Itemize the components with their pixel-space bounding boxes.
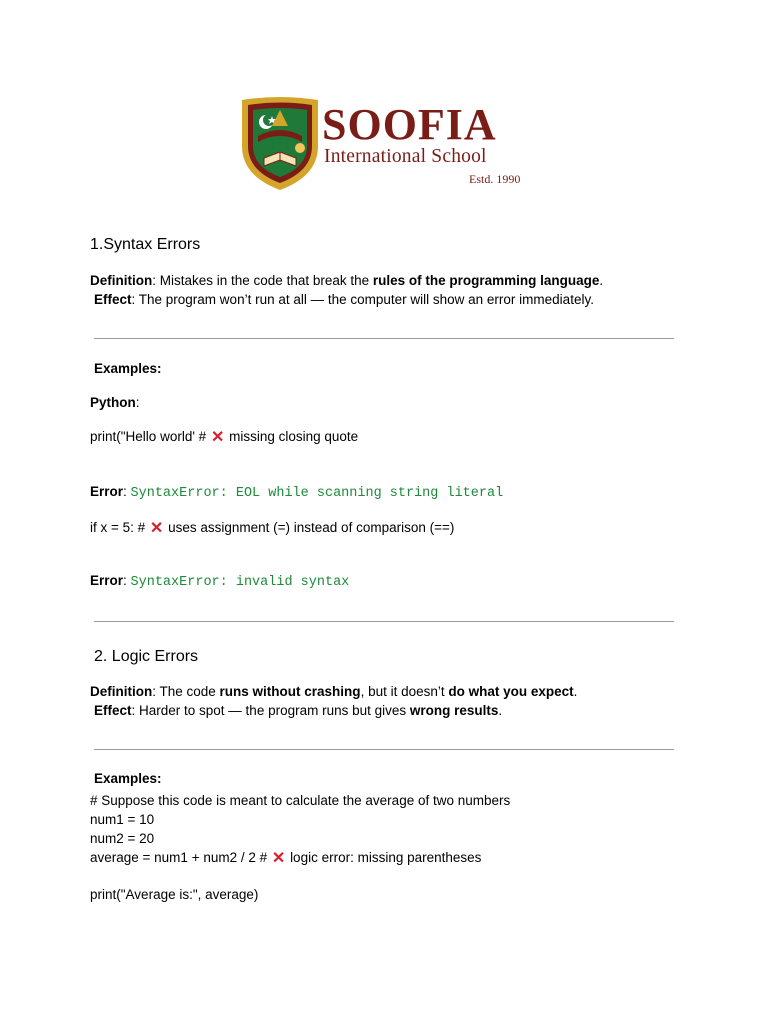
section2-heading: 2. Logic Errors <box>94 648 199 665</box>
error-label: Error <box>90 484 124 499</box>
code-line: num1 = 10 <box>90 812 155 827</box>
code-text: average = num1 + num2 / 2 # <box>90 850 268 865</box>
effect-text: : The program won’t run at all — the computer will show an error immediately. <box>131 292 594 307</box>
cross-mark-icon: ✕ <box>271 850 286 867</box>
definition-text: : Mistakes in the code that break the <box>152 273 373 288</box>
python-label: Python <box>90 395 136 410</box>
examples-label: Examples: <box>94 771 162 786</box>
syntax-error-1 <box>90 483 503 503</box>
section1-effect <box>94 291 594 309</box>
definition-end: . <box>599 273 604 288</box>
effect-label: Effect <box>94 703 132 718</box>
school-logo <box>240 96 540 192</box>
language-colon: : <box>135 395 140 410</box>
effect-end: . <box>498 703 503 718</box>
example-comment: missing closing quote <box>229 429 359 444</box>
example-code: if x = 5: # <box>90 520 146 535</box>
definition-text: , but it doesn’t <box>360 684 449 699</box>
section1-examples-label <box>94 360 162 378</box>
divider <box>94 749 674 750</box>
cross-mark-icon: ✕ <box>210 429 225 446</box>
error-message: SyntaxError: invalid syntax <box>130 575 350 590</box>
definition-bold: rules of the programming language <box>372 273 600 288</box>
language-label <box>90 394 140 412</box>
effect-label: Effect <box>94 292 132 307</box>
effect-bold: wrong results <box>409 703 499 718</box>
error-label: Error <box>90 573 124 588</box>
code-comment: logic error: missing parentheses <box>290 850 482 865</box>
definition-end: . <box>573 684 578 699</box>
code-line: num2 = 20 <box>90 831 155 846</box>
established-year: Estd. 1990 <box>469 172 521 186</box>
code-line: # Suppose this code is meant to calculate the average of two numbers <box>90 793 511 808</box>
section2-effect <box>94 702 502 720</box>
section1-heading: 1.Syntax Errors <box>90 236 201 253</box>
section1-definition <box>90 272 603 290</box>
definition-text: : The code <box>152 684 220 699</box>
section2-definition <box>90 683 577 701</box>
section2-examples-label <box>94 770 162 788</box>
syntax-example-2 <box>90 519 454 537</box>
error-message: SyntaxError: EOL while scanning string literal <box>130 486 504 501</box>
cross-mark-icon: ✕ <box>149 520 164 537</box>
definition-bold: do what you expect <box>448 684 574 699</box>
error-colon: : <box>123 484 131 499</box>
examples-label: Examples: <box>94 361 162 376</box>
example-comment: uses assignment (=) instead of comparison (==) <box>168 520 455 535</box>
syntax-error-2 <box>90 572 349 592</box>
effect-text: : Harder to spot — the program runs but gives <box>131 703 410 718</box>
definition-label: Definition <box>90 684 153 699</box>
divider <box>94 338 674 339</box>
syntax-example-1 <box>90 428 358 446</box>
school-name: SOOFIA <box>322 100 497 149</box>
school-crest-icon <box>240 96 320 192</box>
code-line: print("Average is:", average) <box>90 887 259 902</box>
error-colon: : <box>123 573 131 588</box>
example-code: print("Hello world' # <box>90 429 207 444</box>
school-subtitle: International School <box>324 146 487 167</box>
definition-label: Definition <box>90 273 153 288</box>
definition-bold: runs without crashing <box>219 684 361 699</box>
code-line-with-error <box>90 849 481 867</box>
divider <box>94 621 674 622</box>
